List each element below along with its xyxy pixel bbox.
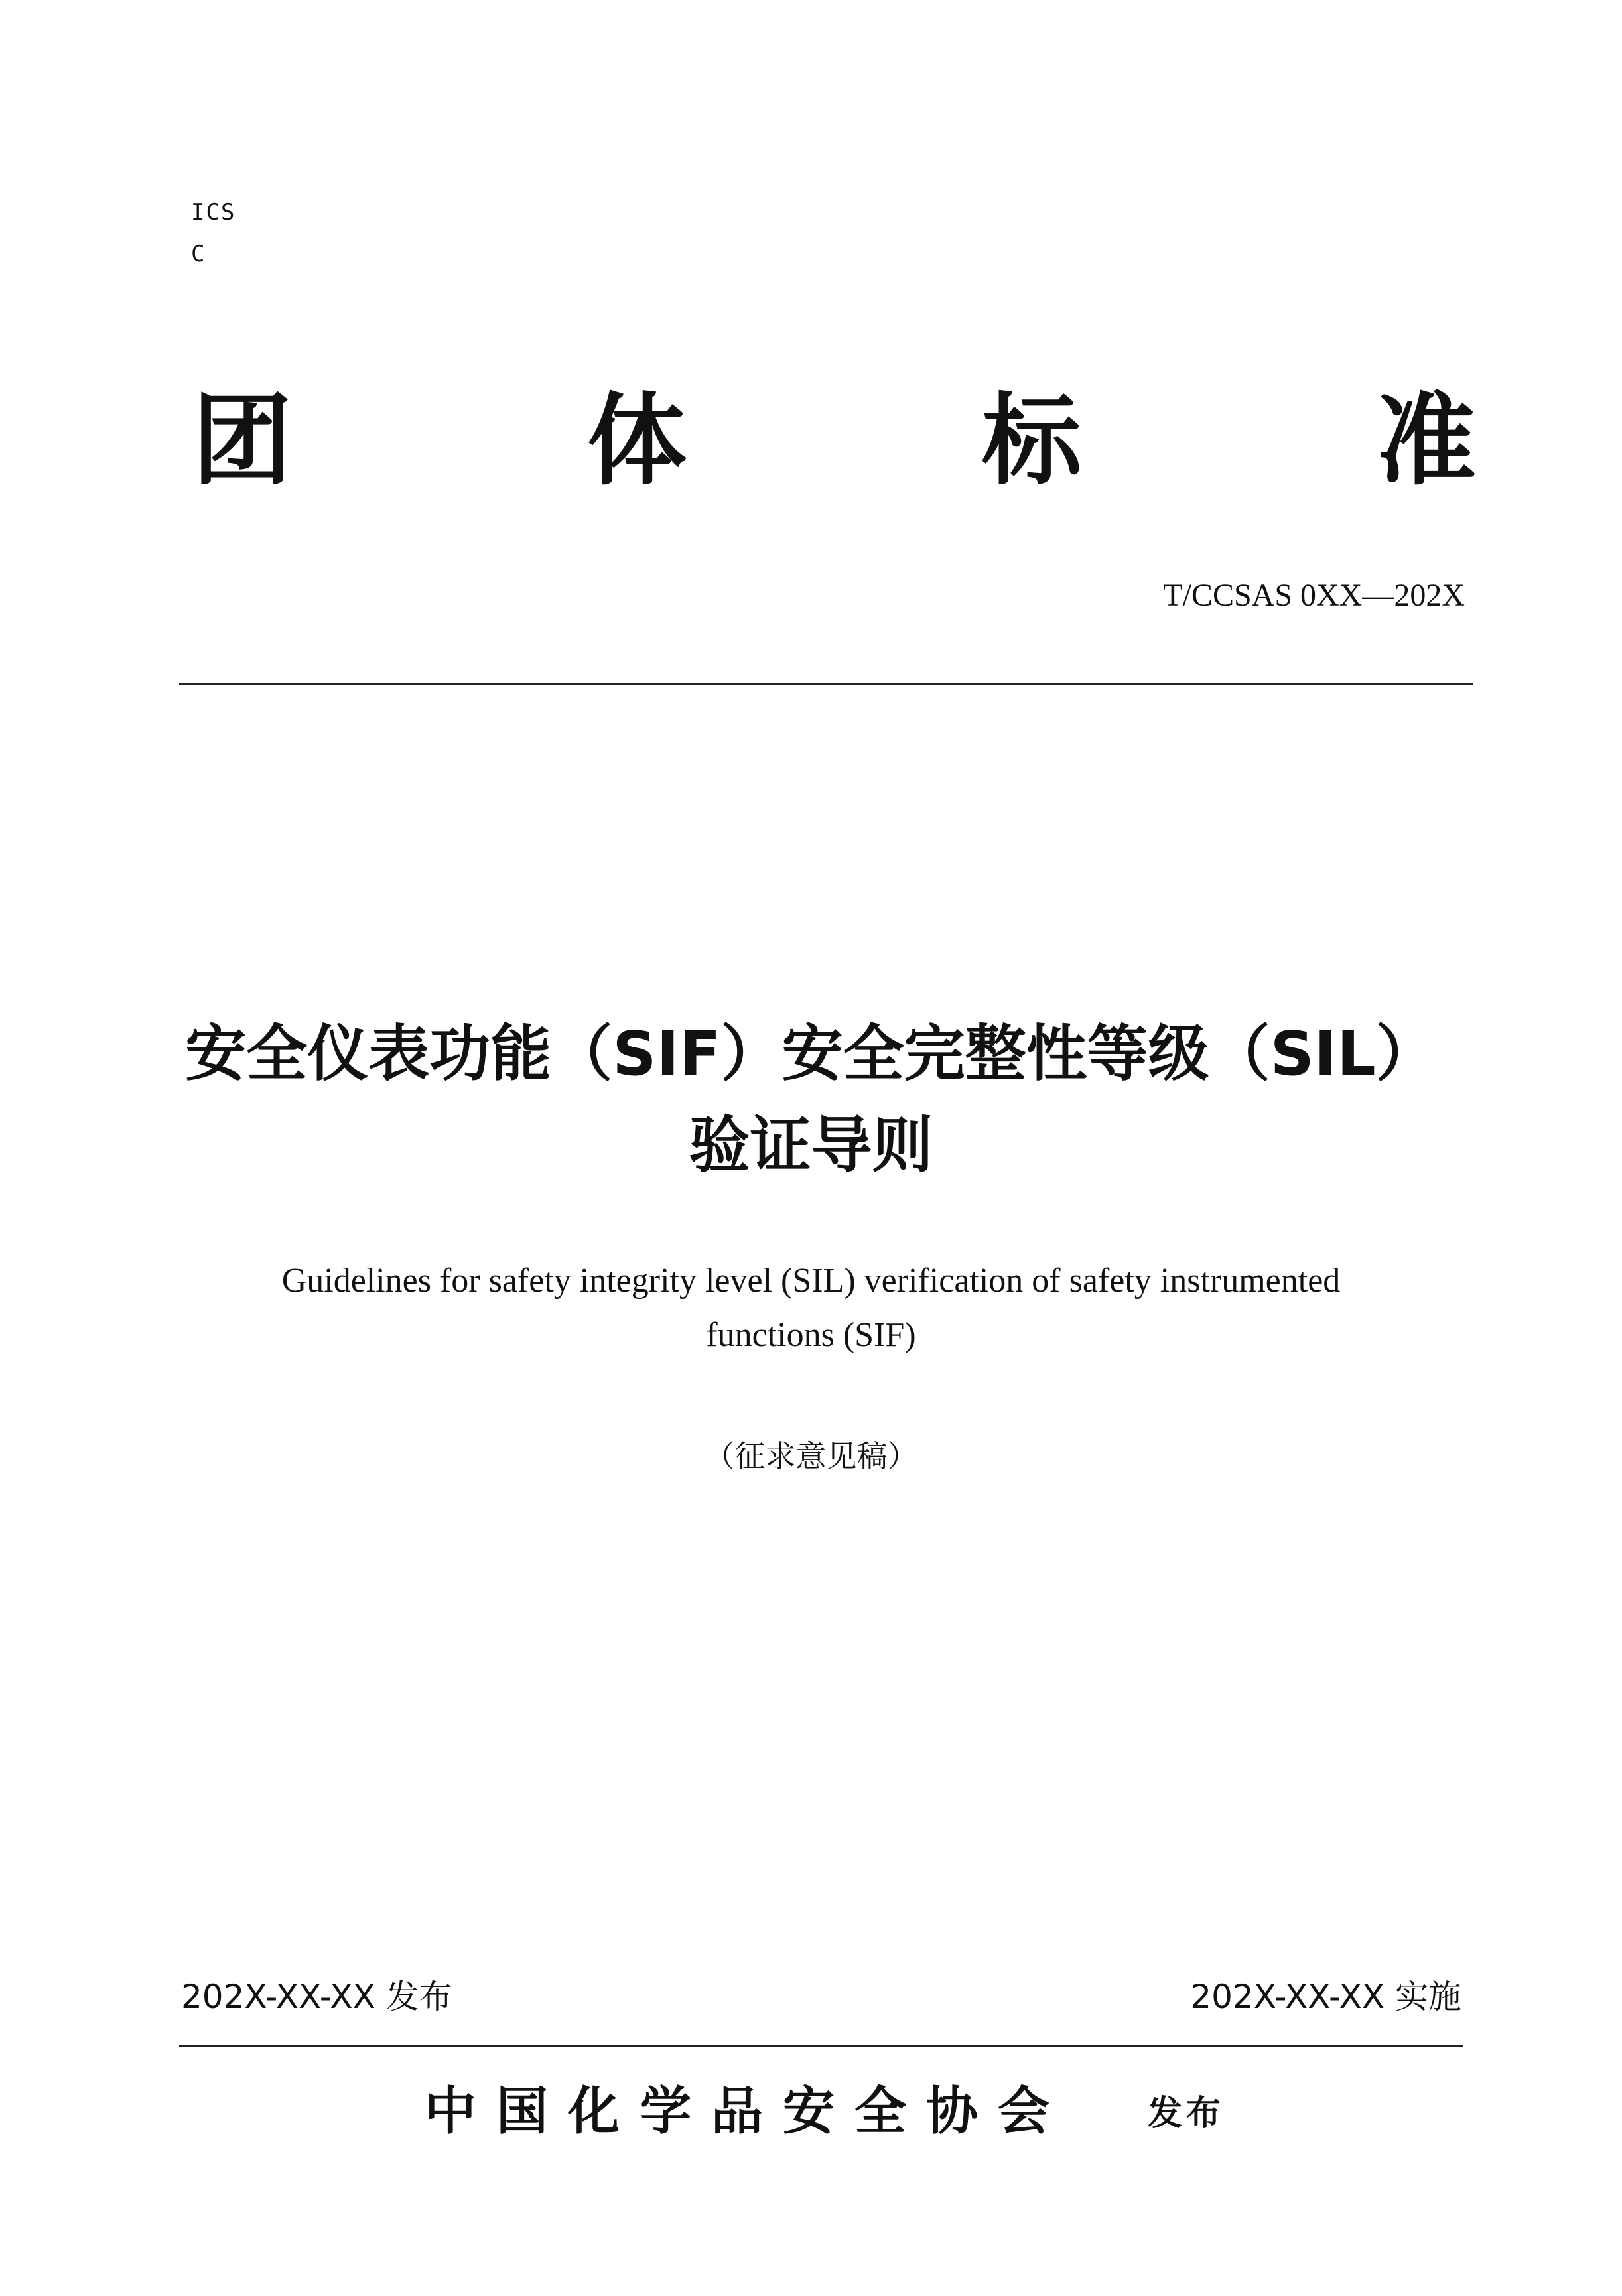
english-title-line-1: Guidelines for safety integrity level (SIL) verification of safety instrumented xyxy=(281,1262,1341,1300)
standard-type-char-1: 团 xyxy=(192,383,293,499)
publisher-label: 发布 xyxy=(1148,2094,1225,2133)
english-title-line-2: functions (SIF) xyxy=(706,1316,916,1354)
standard-number: T/CCSAS 0XX—202X xyxy=(1163,578,1465,613)
standard-type-char-3: 标 xyxy=(981,383,1081,499)
effective-date: 202X-XX-XX 实施 xyxy=(1190,1978,1461,2016)
publish-date: 202X-XX-XX 发布 xyxy=(181,1978,452,2016)
standard-type-char-4: 准 xyxy=(1376,383,1476,499)
bottom-divider xyxy=(179,2045,1463,2047)
standard-type-char-2: 体 xyxy=(586,383,687,499)
top-divider xyxy=(179,683,1473,685)
chinese-title-line-1: 安全仪表功能（SIF）安全完整性等级（SIL） xyxy=(185,1018,1437,1089)
chinese-title-line-2: 验证导则 xyxy=(689,1110,933,1181)
ics-label: ICS xyxy=(191,199,236,226)
chinese-title xyxy=(133,1008,1489,1191)
publisher-organization: 中国化学品安全协会 xyxy=(425,2082,1070,2141)
draft-note: （征求意见稿） xyxy=(704,1438,918,1474)
english-title xyxy=(166,1254,1456,1363)
ccs-label: C xyxy=(191,241,206,267)
standard-type-heading xyxy=(192,385,1476,498)
